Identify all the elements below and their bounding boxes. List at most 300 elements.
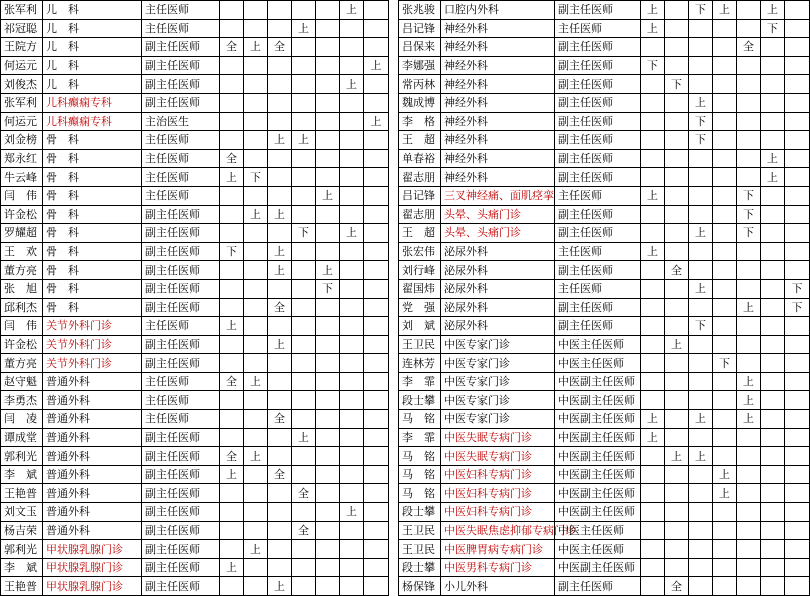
session-mark: 上 xyxy=(737,298,761,317)
department: 普通外科 xyxy=(43,521,142,540)
session-mark xyxy=(713,93,737,112)
department: 头晕、头痛门诊 xyxy=(441,205,555,224)
doctor-title: 副主任医师 xyxy=(142,279,220,298)
session-mark xyxy=(713,317,737,336)
department: 中医妇科专病门诊 xyxy=(441,503,555,522)
session-mark xyxy=(713,279,737,298)
session-mark xyxy=(292,112,316,131)
doctor-name: 吕记锋 xyxy=(399,186,441,205)
session-mark: 下 xyxy=(292,224,316,243)
session-mark xyxy=(737,93,761,112)
session-mark xyxy=(244,298,268,317)
session-mark xyxy=(244,558,268,577)
session-mark xyxy=(340,577,364,596)
session-mark xyxy=(364,279,389,298)
session-mark xyxy=(316,149,340,168)
session-mark xyxy=(761,428,785,447)
session-mark xyxy=(785,503,810,522)
session-mark xyxy=(737,503,761,522)
department: 三叉神经痛、面肌痉挛 xyxy=(441,186,555,205)
department: 泌尿外科 xyxy=(441,261,555,280)
session-mark xyxy=(785,354,810,373)
column-gap xyxy=(389,521,399,540)
session-mark xyxy=(785,335,810,354)
session-mark xyxy=(220,354,244,373)
doctor-name: 赵守魁 xyxy=(1,372,43,391)
session-mark xyxy=(316,112,340,131)
doctor-name: 张宏伟 xyxy=(399,242,441,261)
department: 骨 科 xyxy=(43,186,142,205)
session-mark xyxy=(244,186,268,205)
session-mark xyxy=(244,112,268,131)
session-mark xyxy=(340,335,364,354)
session-mark xyxy=(761,577,785,596)
session-mark xyxy=(665,186,689,205)
session-mark xyxy=(713,410,737,429)
session-mark xyxy=(292,503,316,522)
doctor-name: 王 超 xyxy=(399,131,441,150)
session-mark: 下 xyxy=(689,131,713,150)
table-row xyxy=(1,428,810,447)
department: 儿 科 xyxy=(43,19,142,38)
session-mark xyxy=(292,56,316,75)
session-mark: 上 xyxy=(268,577,292,596)
session-mark: 上 xyxy=(737,410,761,429)
session-mark: 全 xyxy=(268,298,292,317)
session-mark xyxy=(292,261,316,280)
table-row xyxy=(1,38,810,57)
session-mark xyxy=(665,19,689,38)
session-mark xyxy=(244,521,268,540)
session-mark xyxy=(785,93,810,112)
table-row xyxy=(1,372,810,391)
session-mark xyxy=(641,465,665,484)
doctor-name: 李 霏 xyxy=(399,428,441,447)
column-gap xyxy=(389,261,399,280)
session-mark xyxy=(665,205,689,224)
session-mark xyxy=(761,38,785,57)
session-mark xyxy=(292,447,316,466)
doctor-name: 翟志朋 xyxy=(399,205,441,224)
session-mark xyxy=(785,484,810,503)
session-mark xyxy=(244,391,268,410)
session-mark xyxy=(244,428,268,447)
doctor-title: 副主任医师 xyxy=(555,75,641,94)
session-mark xyxy=(316,447,340,466)
session-mark xyxy=(268,149,292,168)
session-mark xyxy=(364,298,389,317)
department: 神经外科 xyxy=(441,112,555,131)
table-row xyxy=(1,224,810,243)
column-gap xyxy=(389,410,399,429)
session-mark: 上 xyxy=(713,1,737,20)
session-mark xyxy=(713,75,737,94)
doctor-title: 主任医师 xyxy=(142,186,220,205)
department: 普通外科 xyxy=(43,447,142,466)
doctor-name: 李娜强 xyxy=(399,56,441,75)
session-mark xyxy=(689,186,713,205)
session-mark xyxy=(737,354,761,373)
session-mark xyxy=(364,242,389,261)
department: 甲状腺乳腺门诊 xyxy=(43,540,142,559)
session-mark xyxy=(761,112,785,131)
session-mark xyxy=(340,447,364,466)
session-mark xyxy=(340,242,364,261)
session-mark: 上 xyxy=(641,19,665,38)
session-mark xyxy=(316,354,340,373)
session-mark xyxy=(268,391,292,410)
doctor-title: 副主任医师 xyxy=(142,242,220,261)
session-mark: 全 xyxy=(268,38,292,57)
session-mark xyxy=(220,261,244,280)
department: 中医专家门诊 xyxy=(441,354,555,373)
session-mark xyxy=(713,503,737,522)
session-mark xyxy=(364,261,389,280)
session-mark xyxy=(244,335,268,354)
doctor-title: 主任医师 xyxy=(555,186,641,205)
session-mark xyxy=(689,577,713,596)
session-mark xyxy=(244,279,268,298)
doctor-title: 副主任医师 xyxy=(142,447,220,466)
doctor-title: 中医副主任医师 xyxy=(555,484,641,503)
doctor-name: 李 斌 xyxy=(1,465,43,484)
session-mark xyxy=(785,372,810,391)
session-mark xyxy=(785,410,810,429)
session-mark: 全 xyxy=(220,372,244,391)
session-mark xyxy=(316,540,340,559)
session-mark xyxy=(364,317,389,336)
session-mark xyxy=(364,577,389,596)
session-mark xyxy=(665,56,689,75)
session-mark xyxy=(340,317,364,336)
session-mark xyxy=(665,93,689,112)
session-mark xyxy=(364,503,389,522)
session-mark xyxy=(689,56,713,75)
session-mark xyxy=(268,540,292,559)
session-mark: 下 xyxy=(689,317,713,336)
department: 中医男科专病门诊 xyxy=(441,558,555,577)
doctor-title: 副主任医师 xyxy=(142,577,220,596)
doctor-title: 副主任医师 xyxy=(142,335,220,354)
session-mark: 下 xyxy=(785,279,810,298)
session-mark: 上 xyxy=(244,205,268,224)
doctor-name: 祁冠聪 xyxy=(1,19,43,38)
session-mark xyxy=(785,577,810,596)
session-mark: 下 xyxy=(689,112,713,131)
session-mark xyxy=(340,465,364,484)
session-mark xyxy=(689,19,713,38)
session-mark xyxy=(340,93,364,112)
table-row xyxy=(1,391,810,410)
doctor-title: 主任医师 xyxy=(555,242,641,261)
doctor-name: 李勇杰 xyxy=(1,391,43,410)
session-mark xyxy=(220,521,244,540)
doctor-name: 刘文玉 xyxy=(1,503,43,522)
session-mark xyxy=(665,149,689,168)
doctor-title: 中医副主任医师 xyxy=(555,465,641,484)
session-mark: 上 xyxy=(316,261,340,280)
session-mark xyxy=(785,168,810,187)
doctor-name: 闫 伟 xyxy=(1,186,43,205)
doctor-title: 副主任医师 xyxy=(555,261,641,280)
session-mark xyxy=(689,298,713,317)
session-mark xyxy=(268,75,292,94)
table-row xyxy=(1,558,810,577)
doctor-title: 中医副主任医师 xyxy=(555,428,641,447)
session-mark xyxy=(713,131,737,150)
session-mark xyxy=(737,577,761,596)
session-mark xyxy=(364,168,389,187)
column-gap xyxy=(389,317,399,336)
session-mark xyxy=(641,317,665,336)
session-mark xyxy=(641,372,665,391)
column-gap xyxy=(389,19,399,38)
session-mark xyxy=(761,317,785,336)
session-mark xyxy=(761,410,785,429)
column-gap xyxy=(389,540,399,559)
session-mark xyxy=(785,131,810,150)
session-mark xyxy=(292,317,316,336)
department: 甲状腺乳腺门诊 xyxy=(43,577,142,596)
session-mark xyxy=(220,503,244,522)
session-mark: 全 xyxy=(665,261,689,280)
doctor-title: 副主任医师 xyxy=(142,224,220,243)
table-row xyxy=(1,261,810,280)
session-mark xyxy=(737,465,761,484)
doctor-title: 中医副主任医师 xyxy=(555,391,641,410)
session-mark xyxy=(761,354,785,373)
session-mark: 上 xyxy=(665,447,689,466)
department: 儿 科 xyxy=(43,38,142,57)
doctor-name: 王 超 xyxy=(399,224,441,243)
table-row xyxy=(1,503,810,522)
department: 神经外科 xyxy=(441,75,555,94)
doctor-title: 主任医师 xyxy=(142,131,220,150)
department: 神经外科 xyxy=(441,149,555,168)
doctor-name: 李 格 xyxy=(399,112,441,131)
session-mark xyxy=(665,521,689,540)
session-mark: 上 xyxy=(244,447,268,466)
doctor-name: 马 铭 xyxy=(399,447,441,466)
session-mark xyxy=(316,93,340,112)
session-mark xyxy=(713,335,737,354)
doctor-title: 副主任医师 xyxy=(142,521,220,540)
session-mark xyxy=(244,577,268,596)
session-mark xyxy=(641,391,665,410)
table-row xyxy=(1,317,810,336)
session-mark xyxy=(713,372,737,391)
doctor-name: 单春裕 xyxy=(399,149,441,168)
session-mark xyxy=(244,242,268,261)
session-mark xyxy=(689,168,713,187)
session-mark xyxy=(737,317,761,336)
doctor-title: 中医副主任医师 xyxy=(555,372,641,391)
table-row xyxy=(1,577,810,596)
session-mark xyxy=(785,205,810,224)
session-mark xyxy=(316,391,340,410)
session-mark: 上 xyxy=(244,372,268,391)
session-mark xyxy=(292,465,316,484)
department: 口腔内外科 xyxy=(441,1,555,20)
session-mark xyxy=(292,38,316,57)
session-mark xyxy=(268,168,292,187)
session-mark xyxy=(364,131,389,150)
column-gap xyxy=(389,335,399,354)
session-mark xyxy=(316,1,340,20)
doctor-name: 杨保锋 xyxy=(399,577,441,596)
session-mark: 全 xyxy=(268,465,292,484)
department: 骨 科 xyxy=(43,224,142,243)
session-mark xyxy=(689,558,713,577)
table-row xyxy=(1,186,810,205)
column-gap xyxy=(389,205,399,224)
doctor-title: 主任医师 xyxy=(142,1,220,20)
doctor-title: 主治医生 xyxy=(142,112,220,131)
table-row xyxy=(1,19,810,38)
session-mark: 上 xyxy=(220,465,244,484)
session-mark: 上 xyxy=(689,224,713,243)
doctor-name: 段士攀 xyxy=(399,391,441,410)
session-mark: 上 xyxy=(292,19,316,38)
session-mark xyxy=(364,521,389,540)
session-mark xyxy=(244,465,268,484)
session-mark: 上 xyxy=(689,447,713,466)
department: 骨 科 xyxy=(43,242,142,261)
doctor-name: 刘行峰 xyxy=(399,261,441,280)
department: 中医专家门诊 xyxy=(441,391,555,410)
session-mark: 下 xyxy=(761,19,785,38)
session-mark: 下 xyxy=(785,298,810,317)
column-gap xyxy=(389,224,399,243)
column-gap xyxy=(389,391,399,410)
session-mark xyxy=(340,428,364,447)
session-mark xyxy=(220,75,244,94)
session-mark xyxy=(268,279,292,298)
table-row xyxy=(1,112,810,131)
department: 关节外科门诊 xyxy=(43,317,142,336)
session-mark: 上 xyxy=(220,558,244,577)
session-mark xyxy=(761,521,785,540)
session-mark xyxy=(220,577,244,596)
session-mark xyxy=(220,279,244,298)
session-mark xyxy=(292,410,316,429)
session-mark xyxy=(364,465,389,484)
department: 中医失眠专病门诊 xyxy=(441,447,555,466)
doctor-title: 副主任医师 xyxy=(555,577,641,596)
session-mark xyxy=(244,354,268,373)
session-mark xyxy=(364,558,389,577)
session-mark xyxy=(785,75,810,94)
session-mark xyxy=(364,447,389,466)
column-gap xyxy=(389,38,399,57)
department: 泌尿外科 xyxy=(441,242,555,261)
session-mark: 上 xyxy=(292,131,316,150)
session-mark xyxy=(665,242,689,261)
session-mark xyxy=(340,279,364,298)
session-mark xyxy=(340,205,364,224)
session-mark: 上 xyxy=(761,168,785,187)
department: 神经外科 xyxy=(441,19,555,38)
table-row xyxy=(1,540,810,559)
session-mark xyxy=(713,205,737,224)
session-mark xyxy=(761,372,785,391)
doctor-name: 刘金榜 xyxy=(1,131,43,150)
session-mark: 上 xyxy=(689,93,713,112)
department: 中医妇科专病门诊 xyxy=(441,484,555,503)
session-mark xyxy=(713,186,737,205)
doctor-title: 副主任医师 xyxy=(555,93,641,112)
session-mark xyxy=(220,410,244,429)
session-mark xyxy=(641,75,665,94)
session-mark xyxy=(761,391,785,410)
session-mark xyxy=(316,577,340,596)
doctor-name: 董方亮 xyxy=(1,354,43,373)
session-mark: 上 xyxy=(689,279,713,298)
session-mark xyxy=(244,19,268,38)
session-mark xyxy=(268,428,292,447)
session-mark xyxy=(316,168,340,187)
session-mark xyxy=(316,317,340,336)
session-mark xyxy=(761,186,785,205)
doctor-title: 副主任医师 xyxy=(555,205,641,224)
session-mark xyxy=(665,168,689,187)
session-mark xyxy=(340,484,364,503)
doctor-title: 副主任医师 xyxy=(555,131,641,150)
session-mark xyxy=(364,540,389,559)
session-mark xyxy=(665,372,689,391)
session-mark xyxy=(364,149,389,168)
session-mark xyxy=(665,540,689,559)
department: 中医妇科专病门诊 xyxy=(441,465,555,484)
session-mark xyxy=(641,540,665,559)
table-row xyxy=(1,131,810,150)
doctor-title: 副主任医师 xyxy=(555,149,641,168)
session-mark xyxy=(713,558,737,577)
session-mark: 下 xyxy=(737,224,761,243)
session-mark xyxy=(220,56,244,75)
session-mark xyxy=(641,558,665,577)
session-mark xyxy=(689,503,713,522)
table-row xyxy=(1,279,810,298)
session-mark xyxy=(665,224,689,243)
session-mark xyxy=(292,372,316,391)
session-mark xyxy=(244,484,268,503)
doctor-name: 邱利杰 xyxy=(1,298,43,317)
doctor-name: 何运元 xyxy=(1,56,43,75)
department: 神经外科 xyxy=(441,168,555,187)
session-mark xyxy=(737,335,761,354)
session-mark xyxy=(641,149,665,168)
session-mark xyxy=(641,112,665,131)
doctor-title: 副主任医师 xyxy=(142,540,220,559)
session-mark xyxy=(340,19,364,38)
session-mark: 上 xyxy=(220,317,244,336)
session-mark xyxy=(268,317,292,336)
session-mark: 上 xyxy=(268,242,292,261)
session-mark xyxy=(641,38,665,57)
doctor-name: 王卫民 xyxy=(399,540,441,559)
session-mark xyxy=(340,521,364,540)
session-mark xyxy=(340,410,364,429)
doctor-name: 何运元 xyxy=(1,112,43,131)
session-mark xyxy=(292,279,316,298)
session-mark xyxy=(737,75,761,94)
session-mark xyxy=(340,298,364,317)
session-mark xyxy=(268,354,292,373)
table-row xyxy=(1,1,810,20)
session-mark xyxy=(364,372,389,391)
session-mark xyxy=(220,428,244,447)
